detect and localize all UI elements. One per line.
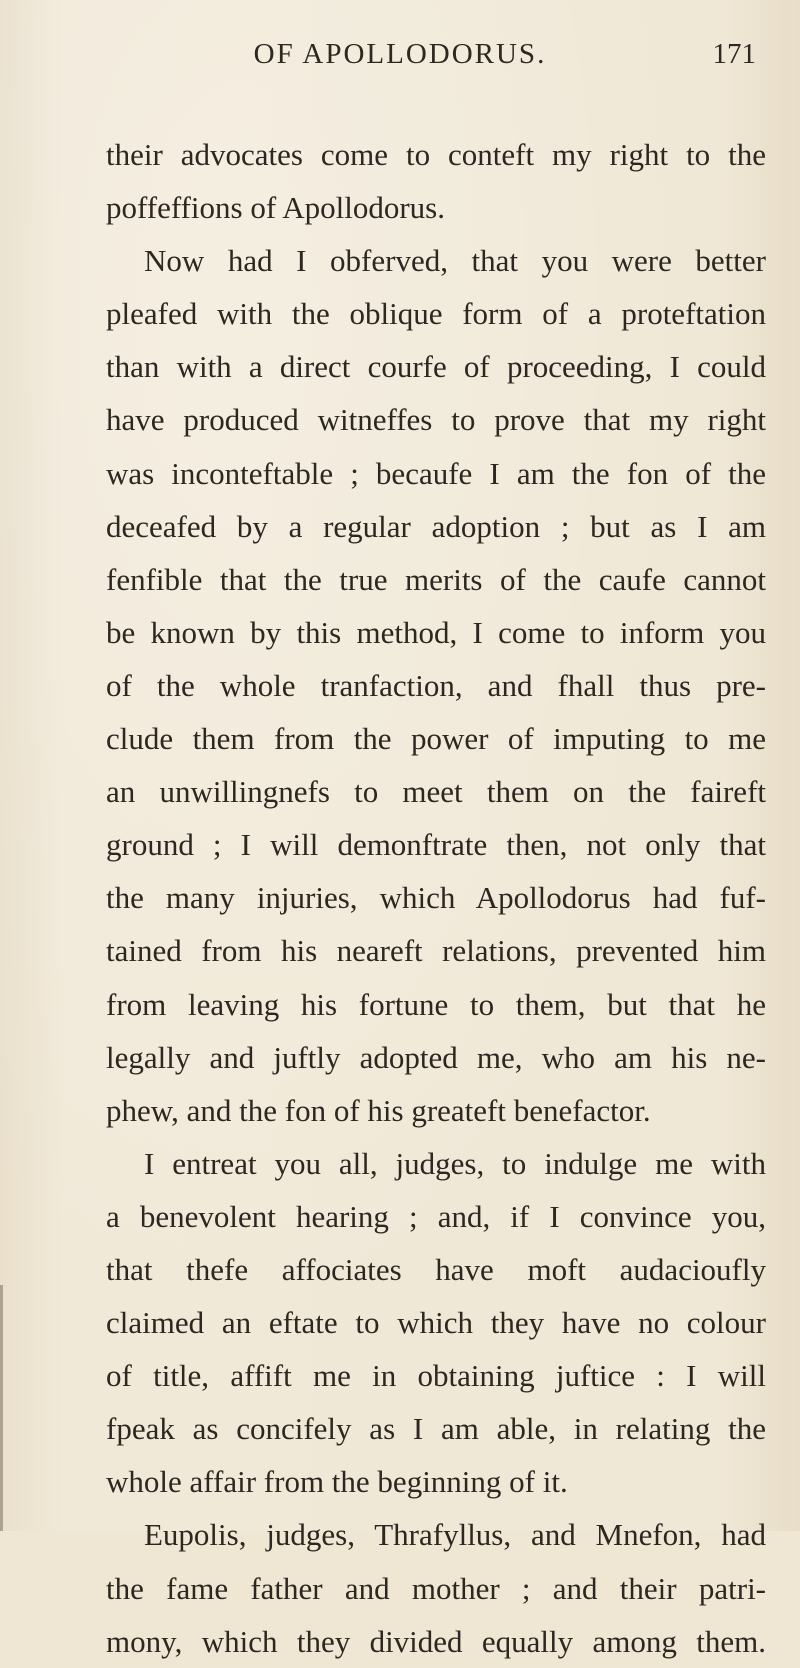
text-line: was inconteftable ; becaufe I am the fon of the [106,455,766,491]
text-line: poffeffions of Apollodorus. [106,190,445,226]
text-line: phew, and the fon of his greateft benefactor. [106,1092,651,1128]
text-line: clude them from the power of imputing to me [106,721,766,757]
text-line: of the whole tranfaction, and fhall thus pre- [106,667,766,703]
text-line: I entreat you all, judges, to indulge me with [144,1145,766,1181]
text-line: pleafed with the oblique form of a proteftation [106,296,766,332]
text-line: be known by this method, I come to inform you [106,614,766,650]
text-line: have produced witneffes to prove that my right [106,402,766,438]
text-line: from leaving his fortune to them, but that he [106,986,766,1022]
text-line: than with a direct courfe of proceeding, I could [106,349,766,385]
text-line: that thefe affociates have moft audacioufly [106,1251,766,1287]
text-line: an unwillingnefs to meet them on the faireft [106,774,766,810]
text-line: of title, affift me in obtaining juftice : I will [106,1358,766,1394]
text-line: fpeak as concifely as I am able, in relating the [106,1411,766,1447]
page-number: 171 [712,38,756,70]
text-line: Now had I obferved, that you were better [144,243,766,279]
text-line: ground ; I will demonftrate then, not only that [106,827,766,863]
page-edge-line [0,1285,3,1531]
page-header [0,38,800,78]
running-title: OF APOLLODORUS. [253,38,547,70]
text-line: the fame father and mother ; and their patri- [106,1570,766,1606]
text-line: Eupolis, judges, Thrafyllus, and Mnefon, had [144,1517,766,1553]
text-line: their advocates come to conteft my right to the [106,137,766,172]
body-text [106,128,766,1668]
text-line: the many injuries, which Apollodorus had fuf- [106,880,766,916]
text-line: tained from his neareft relations, prevented him [106,933,766,969]
text-line: whole affair from the beginning of it. [106,1464,568,1500]
text-line: claimed an eftate to which they have no colour [106,1305,766,1341]
text-line: deceafed by a regular adoption ; but as I am [106,508,766,544]
text-line: mony, which they divided equally among them. [106,1623,766,1659]
text-line: fenfible that the true merits of the caufe cannot [106,561,766,597]
text-line: a benevolent hearing ; and, if I convince you, [106,1198,766,1234]
text-line: legally and juftly adopted me, who am his ne- [106,1039,766,1075]
